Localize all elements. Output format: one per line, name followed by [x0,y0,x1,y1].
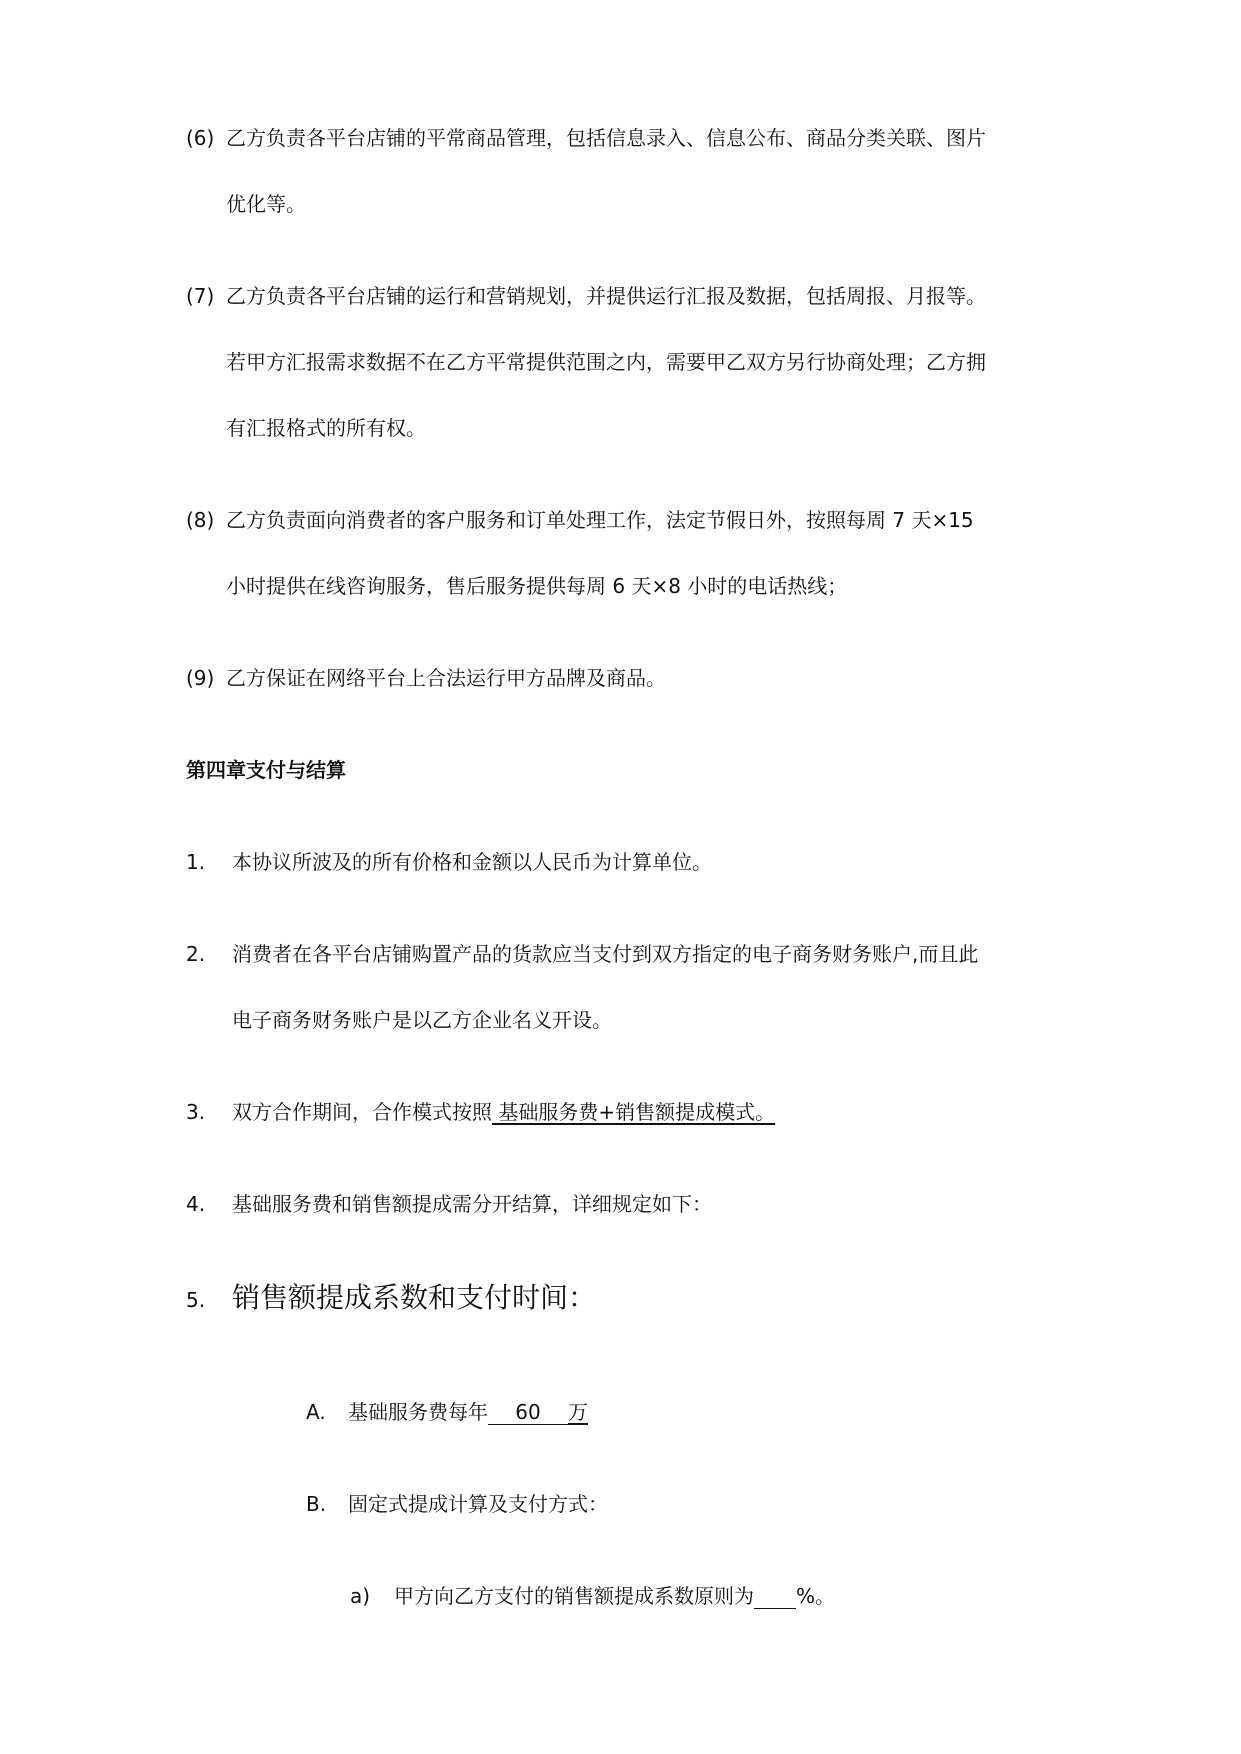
clause-text-line: 电子商务财务账户是以乙方企业名义开设。 [232,1008,612,1032]
clause-number: 5. [186,1288,206,1312]
item-text-line: 优化等。 [226,192,306,216]
sub-item-label: a) [350,1584,371,1608]
clause-text-line: 消费者在各平台店铺购置产品的货款应当支付到双方指定的电子商务财务账户,而且此 [232,942,979,966]
sub-item-suffix: %。 [796,1584,836,1608]
clause-number: 3. [186,1100,206,1124]
item-text-line: 乙方保证在网络平台上合法运行甲方品牌及商品。 [226,666,666,690]
chapter-title: 第四章支付与结算 [186,758,346,782]
item-number: (7) [186,284,215,308]
sub-item-prefix: 甲方向乙方支付的销售额提成系数原则为 [394,1584,754,1608]
commission-rate-blank[interactable] [754,1584,796,1609]
item-number: (6) [186,126,215,150]
clause-text-line [232,1098,775,1126]
item-text-line: 乙方负责各平台店铺的平常商品管理，包括信息录入、信息公布、商品分类关联、图片 [226,126,986,150]
base-fee-value: 60 [515,1400,541,1424]
sub-item-text: 固定式提成计算及支付方式： [348,1492,608,1516]
item-number: (8) [186,508,215,532]
base-fee-blank [488,1400,568,1425]
item-text-line: 小时提供在线咨询服务，售后服务提供每周 6 天×8 小时的电话热线； [226,574,848,598]
sub-item-text [394,1582,835,1610]
item-text-line: 乙方负责各平台店铺的运行和营销规划，并提供运行汇报及数据，包括周报、月报等。 [226,284,986,308]
item-text-line: 有汇报格式的所有权。 [226,416,426,440]
clause-number: 2. [186,942,206,966]
clause-number: 1. [186,850,206,874]
sub-item-text [348,1398,588,1426]
clause-heading-large: 销售额提成系数和支付时间： [232,1281,597,1314]
sub-item-label: B. [306,1492,327,1516]
clause-text-line: 本协议所波及的所有价格和金额以人民币为计算单位。 [232,850,712,874]
sub-item-label: A. [306,1400,326,1424]
clause-text-prefix: 双方合作期间，合作模式按照 [232,1100,492,1124]
item-number: (9) [186,666,215,690]
clause-number: 4. [186,1192,206,1216]
cooperation-mode-underlined: 基础服务费+销售额提成模式。 [492,1100,776,1124]
clause-text-line: 基础服务费和销售额提成需分开结算，详细规定如下： [232,1192,712,1216]
sub-item-prefix: 基础服务费每年 [348,1400,488,1424]
item-text-line: 若甲方汇报需求数据不在乙方平常提供范围之内，需要甲乙双方另行协商处理；乙方拥 [226,350,986,374]
base-fee-unit: 万 [568,1400,588,1424]
item-text-line: 乙方负责面向消费者的客户服务和订单处理工作，法定节假日外，按照每周 7 天×15 [226,508,974,532]
